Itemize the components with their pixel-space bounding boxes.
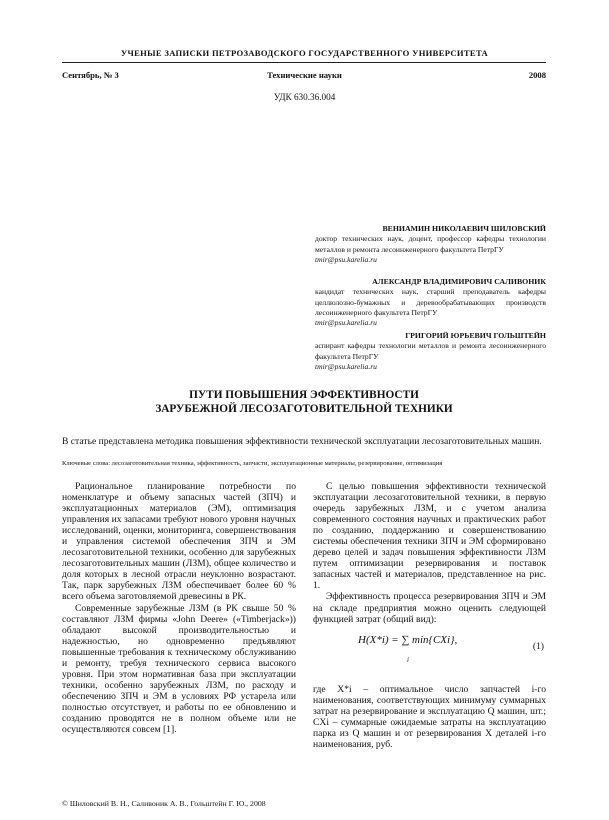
author-affiliation: аспирант кафедры технологии металлов и ремонта лесоинженерного факультета ПетрГУ bbox=[315, 341, 546, 361]
column-right-continued bbox=[313, 684, 546, 750]
author-name: ГРИГОРИЙ ЮРЬЕВИЧ ГОЛЬШТЕЙН bbox=[405, 331, 546, 340]
author-affiliation: кандидат технических наук, старший преподаватель кафедры целлюлозно-бумажных и деревообрабатывающих производств лесоинженерного факультета ПетрГУ bbox=[315, 287, 546, 317]
paragraph: Современные зарубежные ЛЗМ (в РК свыше 50 % составляют ЛЗМ фирмы «John Deere» («Timberjack»)) обладают высокой производительностью и надежностью, но одновременно предъявляют повышенные требования к техническому обслуживанию и ремонту, требуя технического сервиса высокого уровня. При этом нормативная база при эксплуатации техники, особенно зарубежных ЛЗМ, по расходу и обеспечению ЗПЧ и ЭМ в условиях РФ устарела или полностью отсутствует, и работы по ее обновлению и созданию проводятся не в полном объеме или не осуществляются совсем [1]. bbox=[62, 602, 296, 736]
journal-title: УЧЕНЫЕ ЗАПИСКИ ПЕТРОЗАВОДСКОГО ГОСУДАРСТВЕННОГО УНИВЕРСИТЕТА bbox=[120, 48, 489, 58]
paragraph: где X*i – оптимальное число запчастей i-го наименования, соответствующих минимуму суммарных затрат на резервирование и эксплуатацию Q машин, шт.; CXi – суммарные ожидаемые затраты на эксплуатацию парка из Q машин и от резервирования X деталей i-го наименования, руб. bbox=[313, 684, 546, 751]
copyright: © Шиловский В. Н., Саливоник А. В., Гольштейн Г. Ю., 2008 bbox=[62, 799, 266, 808]
author-block-1 bbox=[315, 224, 546, 265]
paragraph: Эффективность процесса резервирования ЗПЧ и ЭМ на складе предприятия можно оценить следующей функцией затрат (общий вид): bbox=[313, 591, 546, 625]
udk-code: УДК 630.36.004 bbox=[273, 92, 336, 102]
paragraph: Рациональное планирование потребности по номенклатуре и объему запасных частей (ЗПЧ) и эксплуатационных материалов (ЭМ), оптимизация управления их запасами требуют нового уровня научных исследований, оценки, мониторинга, совершенствования и управления системой обеспечения ЗПЧ и ЭМ лесозаготовительной техники, особенно для зарубежных лесозаготовительных машин (ЛЗМ), общее количество и доля которых в лесной отрасли неуклонно возрастают. Так, парк зарубежных ЛЗМ обеспечивает более 60 % всего объема заготовляемой древесины в РК. bbox=[62, 481, 296, 603]
author-name: ВЕНИАМИН НИКОЛАЕВИЧ ШИЛОВСКИЙ bbox=[382, 224, 546, 233]
author-block-2 bbox=[315, 277, 546, 328]
formula-sum-index: i bbox=[407, 656, 409, 664]
year-label: 2008 bbox=[528, 70, 546, 80]
column-right bbox=[313, 481, 546, 625]
keywords: Ключевые слова: лесозаготовительная техника, эффективность, запчасти, эксплуатационные материалы, резервирование, оптимизация bbox=[62, 460, 443, 467]
author-email: tmir@psu.karelia.ru bbox=[315, 361, 377, 371]
abstract: В статье представлена методика повышения эффективности технической эксплуатации лесозаготовительных машин. bbox=[62, 436, 542, 447]
author-block-3 bbox=[315, 331, 546, 372]
author-affiliation: доктор технических наук, доцент, профессор кафедры технологии металлов и ремонта лесоинженерного факультета ПетрГУ bbox=[315, 234, 546, 254]
formula-expression: H(X*i) = ∑ min{CXi}, bbox=[358, 634, 458, 646]
author-email: tmir@psu.karelia.ru bbox=[315, 318, 377, 328]
author-name: АЛЕКСАНДР ВЛАДИМИРОВИЧ САЛИВОНИК bbox=[372, 277, 546, 286]
author-email: tmir@psu.karelia.ru bbox=[315, 254, 377, 264]
formula-1 bbox=[313, 628, 546, 672]
title-line-1: ПУТИ ПОВЫШЕНИЯ ЭФФЕКТИВНОСТИ bbox=[189, 389, 419, 401]
header-rule bbox=[62, 62, 546, 63]
formula-number: (1) bbox=[532, 641, 544, 652]
issue-label: Сентябрь, № 3 bbox=[62, 70, 119, 80]
article-title bbox=[62, 389, 546, 417]
section-label: Технические науки bbox=[267, 70, 342, 80]
column-left bbox=[62, 481, 296, 735]
title-line-2: ЗАРУБЕЖНОЙ ЛЕСОЗАГОТОВИТЕЛЬНОЙ ТЕХНИКИ bbox=[155, 402, 453, 415]
paragraph: С целью повышения эффективности технической эксплуатации лесозаготовительной техники, в первую очередь зарубежных ЛЗМ, и с учетом анализа современного состояния научных и практических работ по созданию, поддержанию и совершенствованию системы обеспечения техники ЗПЧ и ЭМ сформировано дерево целей и задач повышения эффективности ЛЗМ путем оптимизации резервирования и поставок запасных частей и материалов, представленное на рис. 1. bbox=[313, 481, 546, 592]
